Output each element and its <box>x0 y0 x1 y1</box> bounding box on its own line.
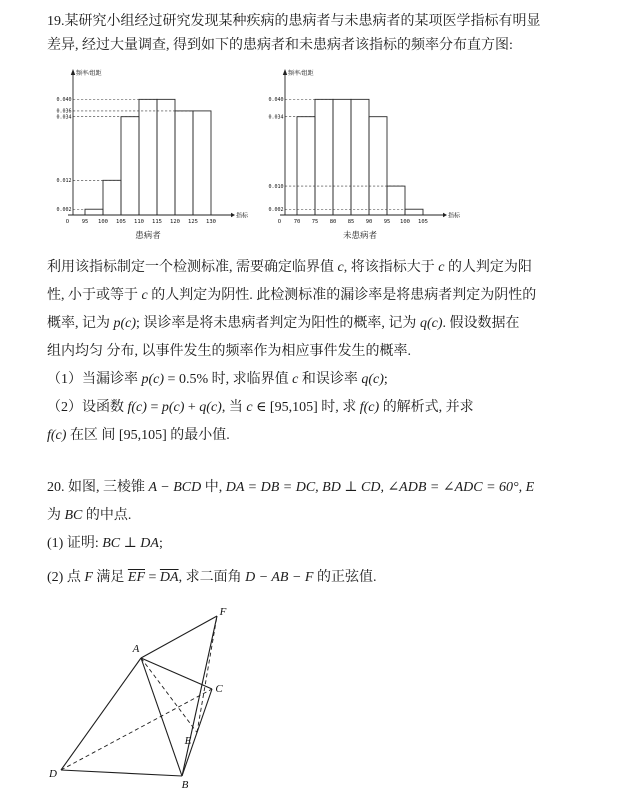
plain-text: 组内均匀 分布, 以事件发生的频率作为相应事件发生的概率. <box>47 343 411 359</box>
text-line <box>47 310 599 338</box>
hidden-edge-EF <box>197 616 217 733</box>
text-line <box>47 366 599 394</box>
histogram-bar <box>139 99 157 215</box>
plain-text: 满足 <box>92 569 128 585</box>
vertex-label-D: D <box>49 767 57 780</box>
q19-intro <box>47 10 599 58</box>
x-tick-label: 125 <box>188 218 198 225</box>
plain-text: 的人判定为阴性. 此检测标准的漏诊率是将患病者判定为阴性的 <box>147 287 537 303</box>
edge-AB <box>141 658 182 776</box>
plain-text: ; <box>158 535 163 551</box>
text-line <box>47 282 599 310</box>
plain-text: 概率, 记为 <box>47 315 114 331</box>
vector-text: $\overline{EF}$ <box>127 569 145 585</box>
plain-text: , 求二面角 <box>178 569 246 585</box>
y-tick-label: 0.002 <box>268 206 284 213</box>
plain-text: 性, 小于或等于 <box>47 287 142 303</box>
histograms-row <box>51 66 599 244</box>
y-tick-label: 0.034 <box>268 113 284 120</box>
plain-text: (1) 证明: <box>47 535 103 551</box>
math-text: c <box>337 259 344 275</box>
tetrahedron-figure <box>49 606 249 796</box>
histogram-bar <box>369 116 387 214</box>
math-text: D − AB − F <box>245 569 314 585</box>
q19-part2 <box>47 394 599 450</box>
plain-text: = 0.5% 时, 求临界值 <box>164 371 293 387</box>
math-text: f(c) <box>127 399 147 415</box>
x-tick-label: 110 <box>134 218 144 225</box>
vertex-label-A: A <box>132 642 140 655</box>
x-tick-label: 120 <box>170 218 180 225</box>
x-tick-label: 130 <box>206 218 216 225</box>
math-text: p(c) <box>113 315 137 331</box>
non-patients-histogram <box>263 66 463 244</box>
plain-text: 为 <box>47 507 65 523</box>
x-tick-label: 115 <box>152 218 162 225</box>
plain-text: 20. 如图, 三棱锥 <box>47 479 149 495</box>
text-line <box>47 34 599 58</box>
text-line <box>47 564 599 592</box>
hidden-edge-AE <box>141 658 197 733</box>
q19-part1 <box>47 366 599 394</box>
plain-text: + <box>184 399 200 415</box>
text-line <box>47 530 599 558</box>
histogram-bar <box>297 116 315 214</box>
q19-criterion-paragraph <box>47 254 599 366</box>
math-text: BC ⊥ DA <box>102 535 159 551</box>
y-tick-label: 0.034 <box>56 113 72 120</box>
math-text: f(c) <box>47 427 67 443</box>
x-tick-label: 85 <box>347 218 355 225</box>
math-text: q(c) <box>361 371 384 387</box>
origin-label: O <box>277 218 281 225</box>
vertex-label-E: E <box>184 734 192 747</box>
plain-text: 在区 间 [95,105] 的最小值. <box>66 427 230 443</box>
math-text: DA = DB = DC, BD ⊥ CD, ∠ADB = ∠ADC = 60°, E <box>225 479 535 495</box>
q20-intro <box>47 474 599 530</box>
text-line <box>47 474 599 502</box>
x-tick-label: 75 <box>311 218 319 225</box>
plain-text: 的人判定为阳 <box>444 259 532 275</box>
text-line <box>47 502 599 530</box>
plain-text: （1）当漏诊率 <box>47 371 142 387</box>
math-text: p(c) <box>161 399 185 415</box>
plain-text: , 当 <box>221 399 247 415</box>
x-axis-arrow <box>443 212 447 216</box>
vector-text: $\overline{DA}$ <box>159 569 179 585</box>
edge-DB <box>61 770 182 776</box>
plain-text: ; <box>383 371 388 387</box>
plain-text: 的中点. <box>82 507 132 523</box>
histogram-bar <box>315 99 333 215</box>
y-axis-arrow <box>283 69 287 75</box>
math-text: p(c) <box>141 371 165 387</box>
y-axis-title: 频率/组距 <box>76 70 102 77</box>
histogram-bar <box>103 180 121 215</box>
plain-text: = <box>145 569 160 585</box>
vertex-label-F: F <box>219 605 227 618</box>
edge-BF <box>182 616 217 776</box>
plain-text: 的正弦值. <box>313 569 377 585</box>
y-tick-label: 0.002 <box>56 206 72 213</box>
x-tick-label: 95 <box>383 218 391 225</box>
plain-text: ∈ [95,105] 时, 求 <box>252 399 360 415</box>
math-text: c <box>438 259 445 275</box>
text-line <box>47 338 599 366</box>
histogram-bar <box>193 111 211 215</box>
plain-text: （2）设函数 <box>47 399 128 415</box>
histogram-bar <box>121 116 139 214</box>
x-axis-arrow <box>231 212 235 216</box>
y-tick-label: 0.040 <box>56 96 72 103</box>
x-tick-label: 100 <box>98 218 108 225</box>
plain-text: (2) 点 <box>47 569 85 585</box>
y-tick-label: 0.040 <box>268 96 284 103</box>
math-text: A − BCD <box>148 479 202 495</box>
histogram-bar <box>387 186 405 215</box>
histogram-bar <box>351 99 369 215</box>
x-tick-label: 100 <box>400 218 410 225</box>
y-tick-label: 0.036 <box>56 108 72 115</box>
x-tick-label: 95 <box>81 218 89 225</box>
text-line <box>47 10 599 34</box>
math-text: q(c) <box>199 399 222 415</box>
patients-histogram <box>51 66 251 244</box>
y-tick-label: 0.012 <box>56 177 72 184</box>
x-tick-label: 105 <box>116 218 126 225</box>
plain-text: 的解析式, 并求 <box>379 399 474 415</box>
plain-text: 利用该指标制定一个检测标准, 需要确定临界值 <box>47 259 338 275</box>
plain-text: ; 误诊率是将未患病者判定为阳性的概率, 记为 <box>136 315 420 331</box>
plain-text: = <box>146 399 162 415</box>
text-line <box>47 394 599 422</box>
histogram-bar <box>333 99 351 215</box>
plain-text: 中, <box>201 479 226 495</box>
x-tick-label: 80 <box>329 218 337 225</box>
edge-AF <box>141 616 217 658</box>
hidden-edge-DC <box>61 689 212 770</box>
plain-text: 和误诊率 <box>298 371 362 387</box>
math-text: F <box>84 569 93 585</box>
x-tick-label: 70 <box>293 218 301 225</box>
q20-part2 <box>47 564 599 592</box>
x-axis-title: 指标 <box>448 213 461 220</box>
y-axis-title: 频率/组距 <box>288 70 314 77</box>
x-tick-label: 90 <box>365 218 373 225</box>
math-text: c <box>246 399 253 415</box>
math-text: c <box>141 287 148 303</box>
histogram-bar <box>175 111 193 215</box>
plain-text: , 将该指标大于 <box>343 259 439 275</box>
edge-BC <box>182 689 212 776</box>
edge-AC <box>141 658 212 689</box>
text-line <box>47 254 599 282</box>
x-axis-title: 指标 <box>236 213 249 220</box>
math-text: BC <box>64 507 83 523</box>
math-text: f(c) <box>359 399 380 415</box>
plain-text: 差异, 经过大量调查, 得到如下的患病者和未患病者该指标的频率分布直方图: <box>47 37 513 53</box>
origin-label: O <box>65 218 69 225</box>
histogram-bar <box>157 99 175 215</box>
chart-caption: 患病者 <box>135 229 161 240</box>
x-tick-label: 105 <box>418 218 428 225</box>
histogram-bar <box>85 209 103 215</box>
vertex-label-B: B <box>181 778 189 791</box>
vertex-label-C: C <box>215 682 223 695</box>
histogram-bar <box>405 209 423 215</box>
y-tick-label: 0.010 <box>268 183 284 190</box>
math-text: c <box>292 371 299 387</box>
math-text: q(c) <box>419 315 443 331</box>
edge-DA <box>61 658 141 770</box>
text-line <box>47 422 599 450</box>
q20-part1 <box>47 530 599 558</box>
plain-text: . 假设数据在 <box>442 315 520 331</box>
y-axis-arrow <box>71 69 75 75</box>
plain-text: 19.某研究小组经过研究发现某种疾病的患病者与未患病者的某项医学指标有明显 <box>47 14 541 29</box>
chart-caption: 未患病者 <box>342 229 378 240</box>
